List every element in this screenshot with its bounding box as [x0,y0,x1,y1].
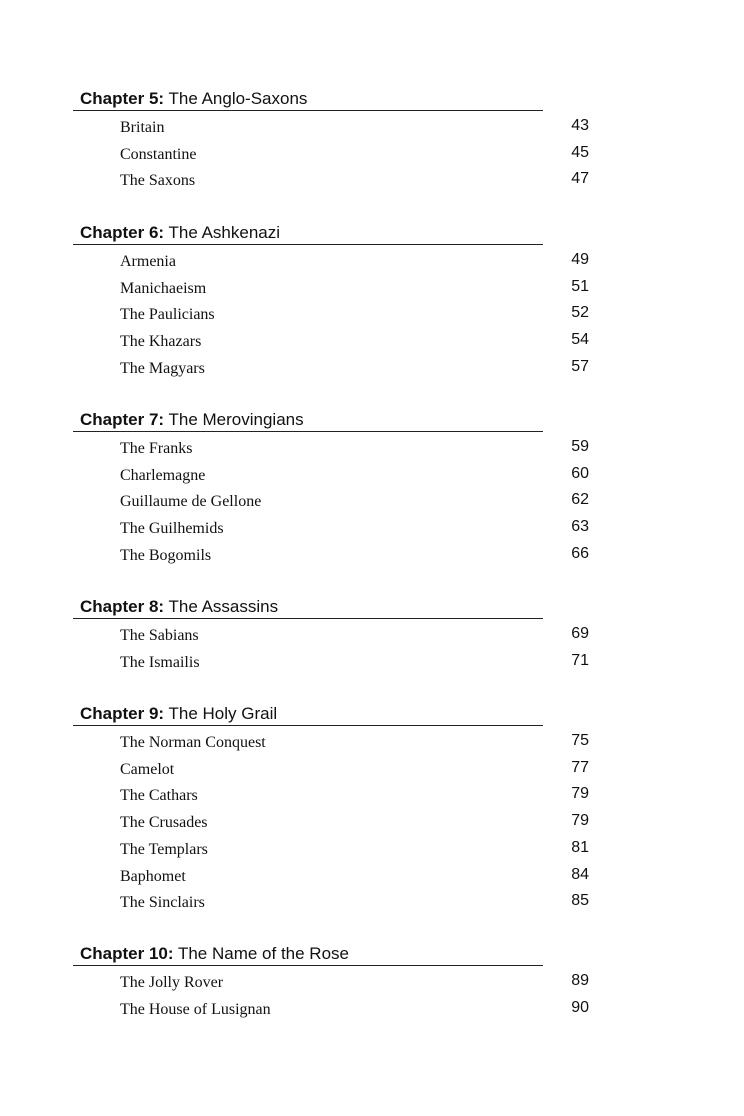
chapter-title: The Holy Grail [168,704,278,723]
chapter-title: The Ashkenazi [168,223,281,242]
toc-entry-title: The Paulicians [120,306,215,324]
toc-entry-page-number: 66 [571,544,589,562]
toc-entry-page-number: 85 [571,892,589,910]
chapter-header [73,703,543,726]
chapter-title: The Anglo-Saxons [168,89,308,108]
toc-entry-page-number: 69 [571,625,589,642]
toc-entry-title: Armenia [120,253,176,270]
toc-entry[interactable] [0,786,744,813]
toc-entry-page-number: 62 [571,491,589,509]
chapter-header [73,222,543,245]
toc-entry-page-number: 71 [571,651,589,669]
chapter-heading [80,943,349,965]
toc-entry-page-number: 79 [571,785,589,803]
toc-entry-page-number: 45 [571,143,589,161]
toc-entry[interactable] [0,305,744,332]
chapter-number-label: Chapter 5: [80,89,165,108]
toc-entry-page-number: 49 [571,251,589,268]
toc-entry-title: The Crusades [120,814,208,832]
toc-entry-page-number: 77 [571,758,589,776]
chapter-title: The Assassins [168,597,279,616]
toc-entry[interactable] [0,626,744,653]
toc-entry-title: Guillaume de Gellone [120,493,262,511]
toc-entry-title: The Sinclairs [120,894,205,912]
toc-entry-title: The Magyars [120,359,205,377]
toc-entry-page-number: 81 [571,838,589,856]
toc-entry-title: The Norman Conquest [120,734,266,751]
toc-entry[interactable] [0,171,744,198]
chapter-header [73,596,543,619]
toc-entry[interactable] [0,252,744,279]
toc-entry[interactable] [0,519,744,546]
toc-entry-page-number: 75 [571,732,589,749]
toc-entry-page-number: 89 [571,972,589,989]
toc-entry[interactable] [0,359,744,386]
toc-entry-page-number: 52 [571,304,589,322]
chapter-title: The Merovingians [168,410,304,429]
toc-entry-page-number: 63 [571,518,589,536]
chapter-number-label: Chapter 10: [80,944,174,963]
toc-entry-page-number: 57 [571,357,589,375]
toc-entry[interactable] [0,653,744,680]
toc-entry[interactable] [0,733,744,760]
toc-entry[interactable] [0,145,744,172]
toc-entry-title: The Bogomils [120,546,212,564]
toc-entry-page-number: 79 [571,812,589,830]
toc-entry[interactable] [0,439,744,466]
toc-entry[interactable] [0,279,744,306]
chapter-number-label: Chapter 8: [80,597,165,616]
toc-entry-title: Camelot [120,760,175,778]
toc-entry-title: The House of Lusignan [120,1000,271,1018]
toc-entry-page-number: 54 [571,331,589,349]
toc-entry[interactable] [0,813,744,840]
toc-entry-title: The Ismailis [120,653,200,671]
toc-entry-title: Constantine [120,145,197,163]
chapter-number-label: Chapter 7: [80,410,165,429]
toc-entry-title: The Jolly Rover [120,974,224,991]
chapter-heading [80,88,307,110]
toc-entry-page-number: 47 [571,170,589,188]
chapter-heading [80,222,280,244]
toc-entry-page-number: 51 [571,277,589,295]
toc-entry-title: The Khazars [120,333,202,351]
toc-entry[interactable] [0,332,744,359]
toc-entry-title: The Saxons [120,172,196,190]
chapter-heading [80,409,304,431]
toc-entry[interactable] [0,760,744,787]
toc-entry-page-number: 60 [571,464,589,482]
toc-entry-title: The Sabians [120,627,199,644]
toc-entry-page-number: 43 [571,117,589,134]
chapter-header [73,409,543,432]
chapter-heading [80,596,278,618]
toc-entry[interactable] [0,118,744,145]
chapter-heading [80,703,277,725]
toc-entry-page-number: 59 [571,438,589,455]
toc-entry[interactable] [0,1000,744,1027]
toc-entry[interactable] [0,546,744,573]
toc-entry-title: The Templars [120,840,208,858]
chapter-header [73,943,543,966]
toc-entry[interactable] [0,840,744,867]
toc-entry-title: Baphomet [120,867,186,885]
chapter-number-label: Chapter 9: [80,704,165,723]
chapter-number-label: Chapter 6: [80,223,165,242]
toc-entry-page-number: 90 [571,998,589,1016]
chapter-title: The Name of the Rose [177,944,349,963]
toc-entry[interactable] [0,973,744,1000]
toc-entry[interactable] [0,893,744,920]
chapter-header [73,88,543,111]
toc-entry[interactable] [0,867,744,894]
toc-entry-title: The Cathars [120,787,198,805]
toc-entry-page-number: 84 [571,865,589,883]
toc-entry[interactable] [0,466,744,493]
toc-entry[interactable] [0,492,744,519]
toc-entry-title: The Franks [120,440,193,457]
toc-entry-title: Manichaeism [120,279,207,297]
toc-entry-title: Britain [120,119,165,136]
toc-entry-title: The Guilhemids [120,520,224,538]
toc-entry-title: Charlemagne [120,466,206,484]
